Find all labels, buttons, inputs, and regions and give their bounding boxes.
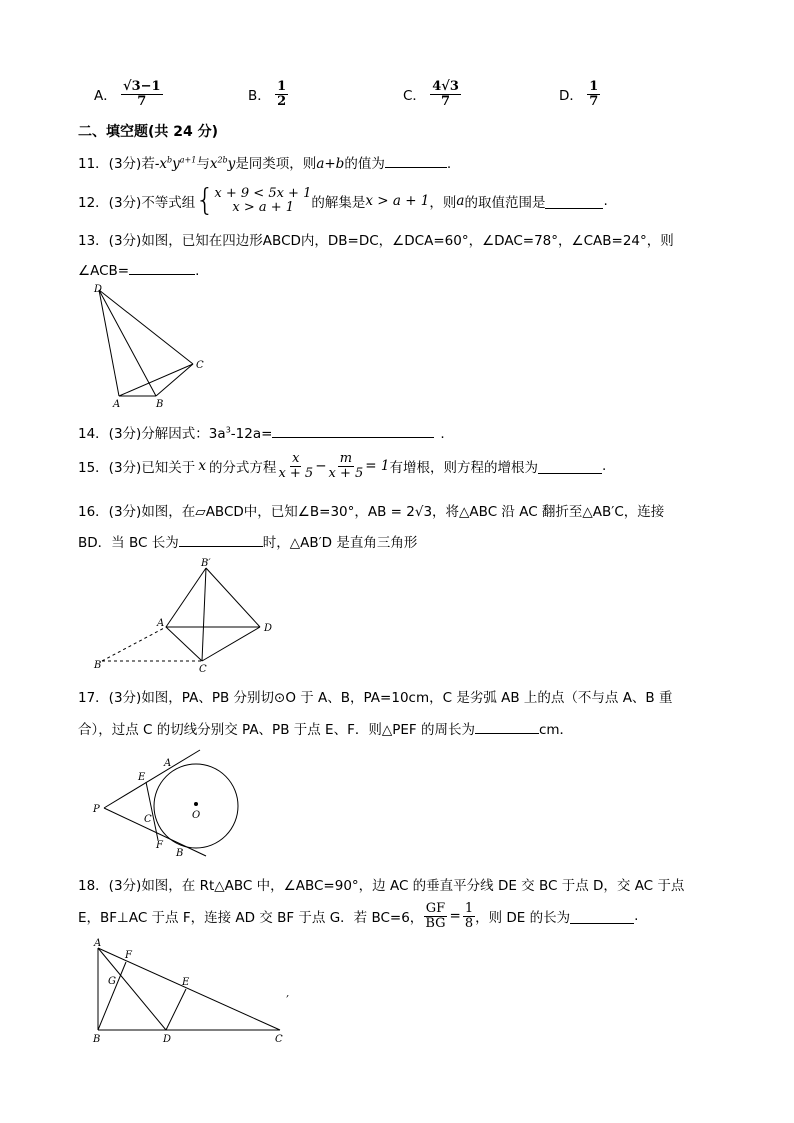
- fig13-label-b: B: [156, 399, 164, 410]
- q18-answer-blank[interactable]: [570, 909, 634, 924]
- q15-fraction-2: $\frac{m}{x + 5}$: [328, 451, 364, 481]
- fig18-label-b: B: [93, 1034, 101, 1045]
- question-15: 15．(3分)已知关于 x 的分式方程 $\frac{x}{x + 5}$ − $\frac{m}{x + 5}$ = 1有增根，则方程的增根为 .: [78, 451, 607, 481]
- question-16-line1: 16．(3分)如图，在▱ABCD中，已知∠B=30°，AB = 2√3，将△ABC 沿 AC 翻折至△AB′C，连接: [78, 504, 665, 520]
- q12-answer-blank[interactable]: [545, 194, 603, 209]
- q15-answer-blank[interactable]: [538, 459, 602, 474]
- question-12: 12．(3分)不等式组{x + 9 < 5x + 1 x > a + 1 的解集是x > a + 1，则a的取值范围是 .: [78, 183, 608, 218]
- q18-fraction-value: $\frac{1}{8}$: [464, 901, 474, 931]
- question-17-line1: 17．(3分)如图，PA、PB 分别切⊙O 于 A、B，PA=10cm，C 是劣弧 AB 上的点（不与点 A、B 重: [78, 690, 673, 706]
- q10-option-a: A． $\frac{√3-1}{7}$: [94, 79, 161, 109]
- fig13-label-a: A: [113, 399, 121, 410]
- q13-answer-blank[interactable]: [129, 260, 195, 275]
- question-17-line2: 合），过点 C 的切线分别交 PA、PB 于点 E、F．则△PEF 的周长为 cm．: [78, 718, 573, 738]
- question-14: 14．(3分)分解因式：$3a^3-12a=$ .: [78, 422, 445, 442]
- fig17-tangent-ef: [146, 782, 158, 840]
- q11-answer-blank[interactable]: [385, 153, 447, 168]
- q12-inequality-system: x + 9 < 5x + 1 x > a + 1: [214, 186, 312, 215]
- question-18-line1: 18．(3分)如图，在 Rt△ABC 中，∠ABC=90°，边 AC 的垂直平分线 DE 交 BC 于点 D，交 AC 于点: [78, 878, 685, 894]
- fig18-trailing-comma: ,: [286, 988, 290, 999]
- question-18-line2: E，BF⊥AC 于点 F，连接 AD 交 BF 于点 G．若 BC=6， $\frac{GF}{BG}$ = $\frac{1}{8}$ ，则 DE 的长为 .: [78, 901, 639, 931]
- q10-option-d: D． $\frac{1}{7}$: [559, 79, 599, 109]
- fig16-segment-cd: [202, 627, 260, 661]
- question-13-line2: ∠ACB= .: [78, 260, 199, 279]
- fig17-label-b: B: [176, 848, 184, 859]
- question-11: 11．(3分)若$-x^by^{a+1}$与$x^{2b}y$是同类项，则a+b的值为 .: [78, 152, 451, 172]
- fig17-tangent-pa: [104, 750, 200, 808]
- fig17-label-f: F: [156, 840, 163, 851]
- fig16-label-d: D: [264, 623, 273, 634]
- figure-18: [88, 936, 308, 1046]
- fig17-center-dot: [194, 802, 198, 806]
- fig18-label-a: A: [94, 938, 102, 949]
- q10-option-b: B． $\frac{1}{2}$: [248, 79, 287, 109]
- fig13-label-d: D: [94, 284, 103, 295]
- fig16-segment-b1-d: [206, 568, 260, 627]
- q10-option-d-fraction: $\frac{1}{7}$: [589, 79, 599, 109]
- figure-13: [86, 280, 216, 412]
- fig13-segment-bc: [156, 364, 193, 396]
- fig17-label-p: P: [93, 804, 100, 815]
- q10-option-b-fraction: $\frac{1}{2}$: [277, 79, 287, 109]
- q14-answer-blank[interactable]: [272, 423, 434, 438]
- fig16-segment-ac: [166, 627, 202, 661]
- q10-option-c-fraction: $\frac{4√3}{7}$: [432, 79, 459, 109]
- fig18-label-c: C: [275, 1034, 283, 1045]
- fig16-segment-ba-dashed: [102, 627, 166, 661]
- fig17-label-a: A: [164, 758, 172, 769]
- fig16-segment-b1-c: [202, 568, 206, 661]
- fig18-segment-bf: [98, 962, 126, 1030]
- section-title: 二、填空题(共 24 分): [78, 124, 219, 140]
- q10-option-c: C． $\frac{4√3}{7}$: [403, 79, 459, 109]
- fig13-segment-da: [99, 290, 119, 396]
- figure-17: [88, 748, 248, 860]
- figure-16: [92, 556, 282, 676]
- fig16-label-b-prime: B′: [201, 558, 211, 569]
- fig16-segment-b1-a: [166, 568, 206, 627]
- fig18-segment-ad: [98, 948, 166, 1030]
- fig17-label-c: C: [144, 814, 152, 825]
- fig13-label-c: C: [196, 360, 204, 371]
- fig18-segment-de: [166, 989, 186, 1030]
- fig16-label-b: B: [94, 660, 102, 671]
- fig17-label-o: O: [192, 810, 201, 821]
- fig13-segment-dc: [99, 290, 193, 364]
- q18-fraction-gf-bg: $\frac{GF}{BG}$: [425, 901, 446, 931]
- fig13-segment-ac: [119, 364, 193, 396]
- fig17-label-e: E: [138, 772, 146, 783]
- fig13-segment-db: [99, 290, 156, 396]
- q17-answer-blank[interactable]: [475, 719, 539, 734]
- question-16-line2: BD．当 BC 长为 时，△AB′D 是直角三角形: [78, 531, 417, 551]
- fig16-label-c: C: [199, 664, 207, 675]
- fig18-label-f: F: [125, 950, 132, 961]
- fig18-label-e: E: [182, 977, 190, 988]
- fig18-label-g: G: [108, 976, 116, 987]
- question-13-line1: 13．(3分)如图，已知在四边形ABCD内，DB=DC，∠DCA=60°，∠DAC=78°，∠CAB=24°，则: [78, 233, 674, 249]
- q16-answer-blank[interactable]: [179, 532, 263, 547]
- fig16-label-a: A: [157, 618, 165, 629]
- q15-fraction-1: $\frac{x}{x + 5}$: [278, 451, 314, 481]
- fig18-label-d: D: [163, 1034, 172, 1045]
- q10-option-a-fraction: $\frac{√3-1}{7}$: [123, 79, 161, 109]
